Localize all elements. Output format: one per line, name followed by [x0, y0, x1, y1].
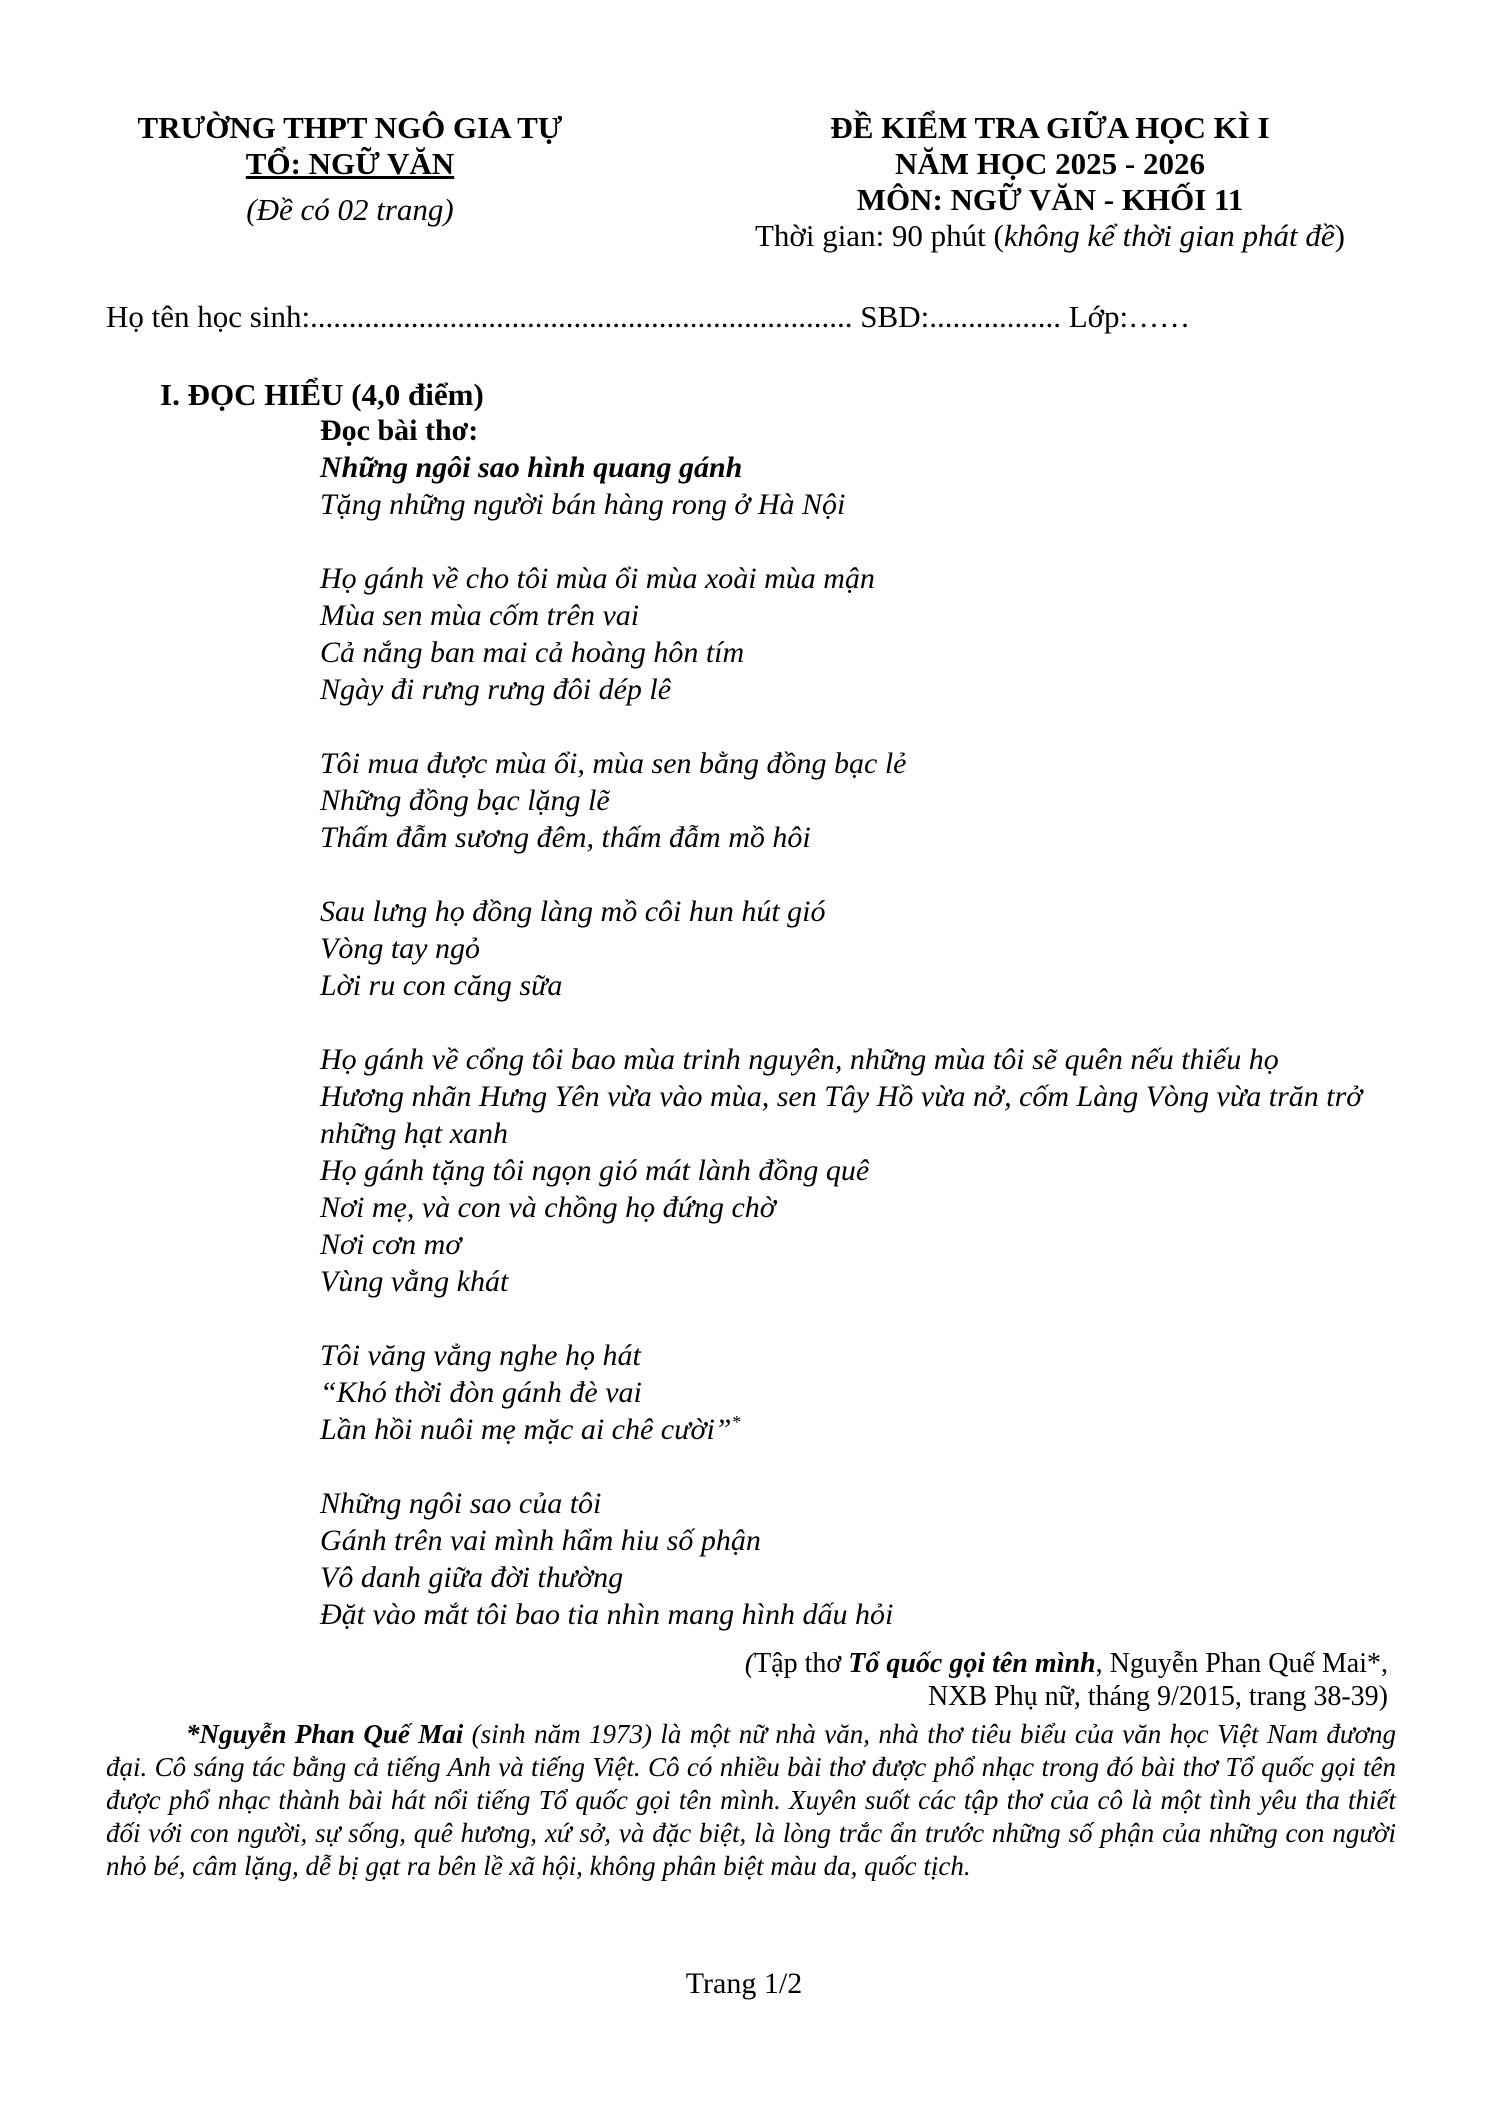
stanza-5 [320, 1337, 1440, 1448]
time-limit [700, 218, 1400, 254]
poem-line: Những ngôi sao của tôi [320, 1487, 602, 1520]
subject-line: MÔN: NGỮ VĂN - KHỐI 11 [856, 182, 1244, 217]
source-line-1 [745, 1647, 1388, 1680]
source-book: Tổ quốc gọi tên mình [848, 1648, 1096, 1679]
poem-line: Họ gánh về cho tôi mùa ổi mùa xoài mùa mận [320, 562, 875, 595]
poem [320, 412, 1440, 1633]
page-number: Trang 1/2 [685, 1967, 803, 2000]
school-year: NĂM HỌC 2025 - 2026 [895, 146, 1205, 181]
poem-line: Sau lưng họ đồng làng mồ côi hun hút gió [320, 895, 826, 928]
poem-line-text: Lần hồi nuôi mẹ mặc ai chê cười” [320, 1413, 732, 1446]
poem-line: Cả nắng ban mai cả hoàng hôn tím [320, 636, 745, 669]
student-info-line: Họ tên học sinh:...................................................................... SBD:................. Lớp:…… [106, 299, 1191, 334]
source-author: , Nguyễn Phan Quế Mai*, [1095, 1648, 1388, 1679]
header-left [100, 110, 600, 228]
poem-line: Hương nhãn Hưng Yên vừa vào mùa, sen Tây Hồ vừa nở, cốm Làng Vòng vừa trăn trở những hạt xanh [320, 1080, 1363, 1150]
stanza-3 [320, 893, 1440, 1004]
poem-line: Mùa sen mùa cốm trên vai [320, 599, 640, 632]
stanza-6 [320, 1485, 1440, 1633]
author-name: *Nguyễn Phan Quế Mai [186, 1719, 464, 1749]
time-prefix: Thời gian: 90 phút ( [755, 218, 1004, 253]
poem-line: Gánh trên vai mình hẩm hiu số phận [320, 1524, 761, 1557]
poem-line: Vòng tay ngỏ [320, 932, 480, 965]
poem-line [320, 1411, 1440, 1448]
poem-line: Họ gánh về cổng tôi bao mùa trinh nguyên, những mùa tôi sẽ quên nếu thiếu họ [320, 1043, 1279, 1076]
poem-line: Lời ru con căng sữa [320, 969, 563, 1002]
author-note [106, 1718, 1396, 1883]
footnote-mark: * [731, 1412, 741, 1432]
header-right [700, 110, 1400, 254]
poem-line: Tôi văng vẳng nghe họ hát [320, 1339, 641, 1372]
source-open: ( [744, 1648, 755, 1679]
poem-title: Những ngôi sao hình quang gánh [320, 451, 743, 484]
poem-line: Đặt vào mắt tôi bao tia nhìn mang hình dấu hỏi [320, 1598, 894, 1631]
stanza-1 [320, 560, 1440, 708]
school-name: TRƯỜNG THPT NGÔ GIA TỰ [137, 110, 563, 145]
poem-line: Nơi mẹ, và con và chồng họ đứng chờ [320, 1191, 776, 1224]
reading-intro: Đọc bài thơ: [320, 414, 479, 447]
source-line-2: NXB Phụ nữ, tháng 9/2015, trang 38-39) [927, 1681, 1388, 1712]
poem-source [745, 1647, 1388, 1713]
poem-line: Họ gánh tặng tôi ngọn gió mát lành đồng quê [320, 1154, 870, 1187]
section-title: I. ĐỌC HIỂU (4,0 điểm) [160, 377, 484, 412]
poem-line: Vô danh giữa đời thường [320, 1561, 624, 1594]
department-name: TỔ: NGỮ VĂN [245, 146, 455, 181]
poem-line: Ngày đi rưng rưng đôi dép lê [320, 673, 672, 706]
poem-line: Thấm đẫm sương đêm, thấm đẫm mồ hôi [320, 821, 811, 854]
stanza-2 [320, 745, 1440, 856]
source-prefix: Tập thơ [754, 1648, 849, 1679]
poem-line: “Khó thời đòn gánh đè vai [320, 1376, 642, 1409]
poem-line: Tôi mua được mùa ổi, mùa sen bằng đồng bạc lẻ [320, 747, 907, 780]
time-note: không kể thời gian phát đề [1003, 218, 1335, 253]
poem-dedication: Tặng những người bán hàng rong ở Hà Nội [320, 488, 846, 521]
time-suffix: ) [1334, 218, 1345, 253]
poem-line: Vùng vằng khát [320, 1265, 509, 1298]
poem-line: Những đồng bạc lặng lẽ [320, 784, 610, 817]
stanza-4 [320, 1041, 1440, 1300]
exam-title: ĐỀ KIỂM TRA GIỮA HỌC KÌ I [830, 110, 1270, 145]
page-count-note: (Đề có 02 trang) [246, 192, 454, 227]
author-note-text: (sinh năm 1973) là một nữ nhà văn, nhà thơ tiêu biểu của văn học Việt Nam đương đại. Cô sáng tác bằng cả tiếng Anh và tiếng Việt. Cô có nhiều bài thơ được phổ nhạc trong đó bài thơ Tổ quốc gọi tên được phổ nhạc thành bài hát nổi tiếng Tổ quốc gọi tên mình. Xuyên suốt các tập thơ của cô là một tình yêu tha thiết đối với con người, sự sống, quê hương, xứ sở, và đặc biệt, là lòng trắc ẩn trước những số phận của những con người nhỏ bé, câm lặng, dễ bị gạt ra bên lề xã hội, không phân biệt màu da, quốc tịch. [106, 1719, 1397, 1881]
poem-line: Nơi cơn mơ [320, 1228, 462, 1261]
